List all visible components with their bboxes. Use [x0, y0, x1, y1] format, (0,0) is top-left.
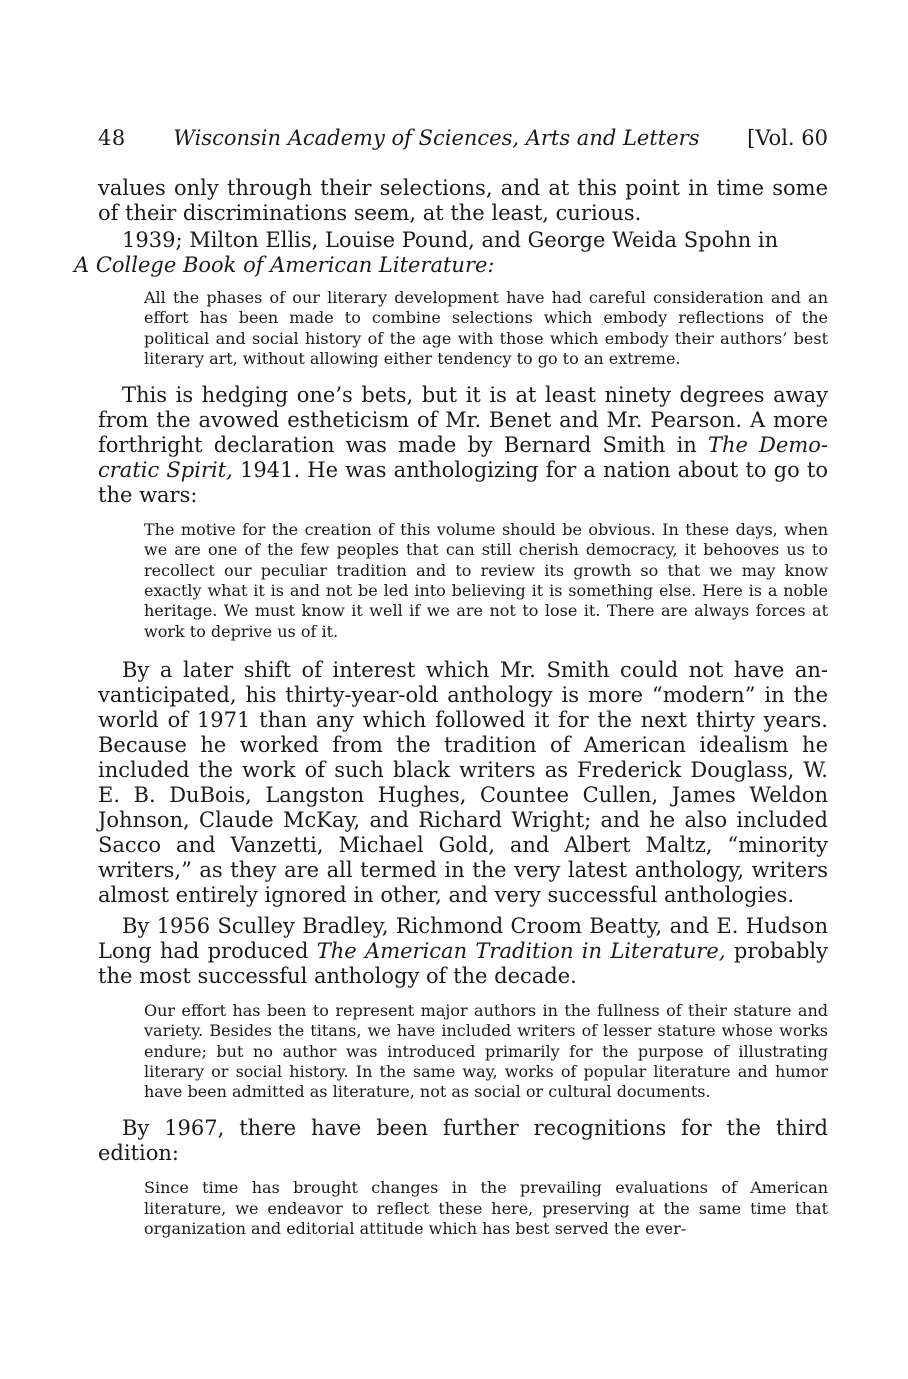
paragraph-hedging-text: This is hedging one’s bets, but it is at least ninety degrees away from the avowed estheticism of Mr. Benet and Mr. Pearson. A more forthright declaration was made by Bernard Smith in — [98, 383, 828, 458]
block-quote-third-edition: Since time has brought changes in the prevailing evaluations of American literature, we endeavor to reflect these here, preserving at the same time that organization and editorial attitude which has best served the ever- — [144, 1178, 828, 1239]
page — [74, 124, 828, 1251]
journal-title: Wisconsin Academy of Sciences, Arts and Letters — [173, 126, 700, 150]
block-quote-ellis: All the phases of our literary development have had careful consideration and an effort has been made to combine selections which embody reflections of the political and social history of the age with those which embody their authors’ best literary art, without allowing either tendency to go to an extreme. — [144, 288, 828, 368]
paragraph-1956-end: probably the most successful anthology of the decade. — [98, 938, 828, 988]
paragraph-1956 — [98, 914, 828, 989]
paragraph-continued: values only through their selections, and at this point in time some of their discriminations seem, at the least, curious. — [98, 176, 828, 225]
block-quote-smith: The motive for the creation of this volume should be obvious. In these days, when we are one of the few peoples that can still cherish democracy, it behooves us to recollect our peculiar tradition and to review its growth so that we may know exactly what it is and not be led into believing it is something else. Here is a noble heritage. We must know it well if we are not to lose it. There are always forces at work to deprive us of it. — [144, 520, 828, 641]
book-title-democratic-spirit: The Democratic Spirit, — [98, 433, 828, 483]
book-title-american-tradition: The American Tradition in Literature, — [316, 938, 726, 963]
paragraph-1939 — [74, 228, 828, 278]
paragraph-later-shift: By a later shift of interest which Mr. Smith could not have anvanticipated, his thirty-year-old anthology is more “modern” in the world of 1971 than any which followed it for the next thirty years. Because he worked from the tradition of American idealism he included the work of such black writers as Frederick Douglass, W. E. B. DuBois, Langston Hughes, Countee Cullen, James Weldon Johnson, Claude McKay, and Richard Wright; and he also included Sacco and Vanzetti, Michael Gold, and Albert Maltz, “minority writers,” as they are all termed in the very latest anthology, writers almost entirely ignored in other, and very successful anthologies. — [98, 657, 828, 907]
book-title-college-book: A College Book of American Literature: — [74, 253, 495, 277]
paragraph-1956-text: By 1956 Sculley Bradley, Richmond Croom Beatty, and E. Hudson Long had produced — [98, 913, 828, 963]
block-quote-bradley: Our effort has been to represent major authors in the fullness of their stature and variety. Besides the titans, we have included writers of lesser stature whose works endure; but no author was introduced primarily for the purpose of illustrating literary or social history. In the same way, works of popular literature and humor have been admitted as literature, not as social or cultural documents. — [144, 1000, 828, 1102]
paragraph-1939-intro: 1939; Milton Ellis, Louise Pound, and George Weida Spohn in — [122, 228, 779, 252]
page-number: 48 — [98, 126, 126, 150]
paragraph-hedging — [98, 383, 828, 508]
paragraph-1967: By 1967, there have been further recognitions for the third edition: — [98, 1116, 828, 1166]
running-header — [98, 124, 828, 152]
paragraph-hedging-end: 1941. He was anthologizing for a nation about to go to the wars: — [98, 458, 828, 508]
volume-number: [Vol. 60 — [747, 126, 828, 150]
